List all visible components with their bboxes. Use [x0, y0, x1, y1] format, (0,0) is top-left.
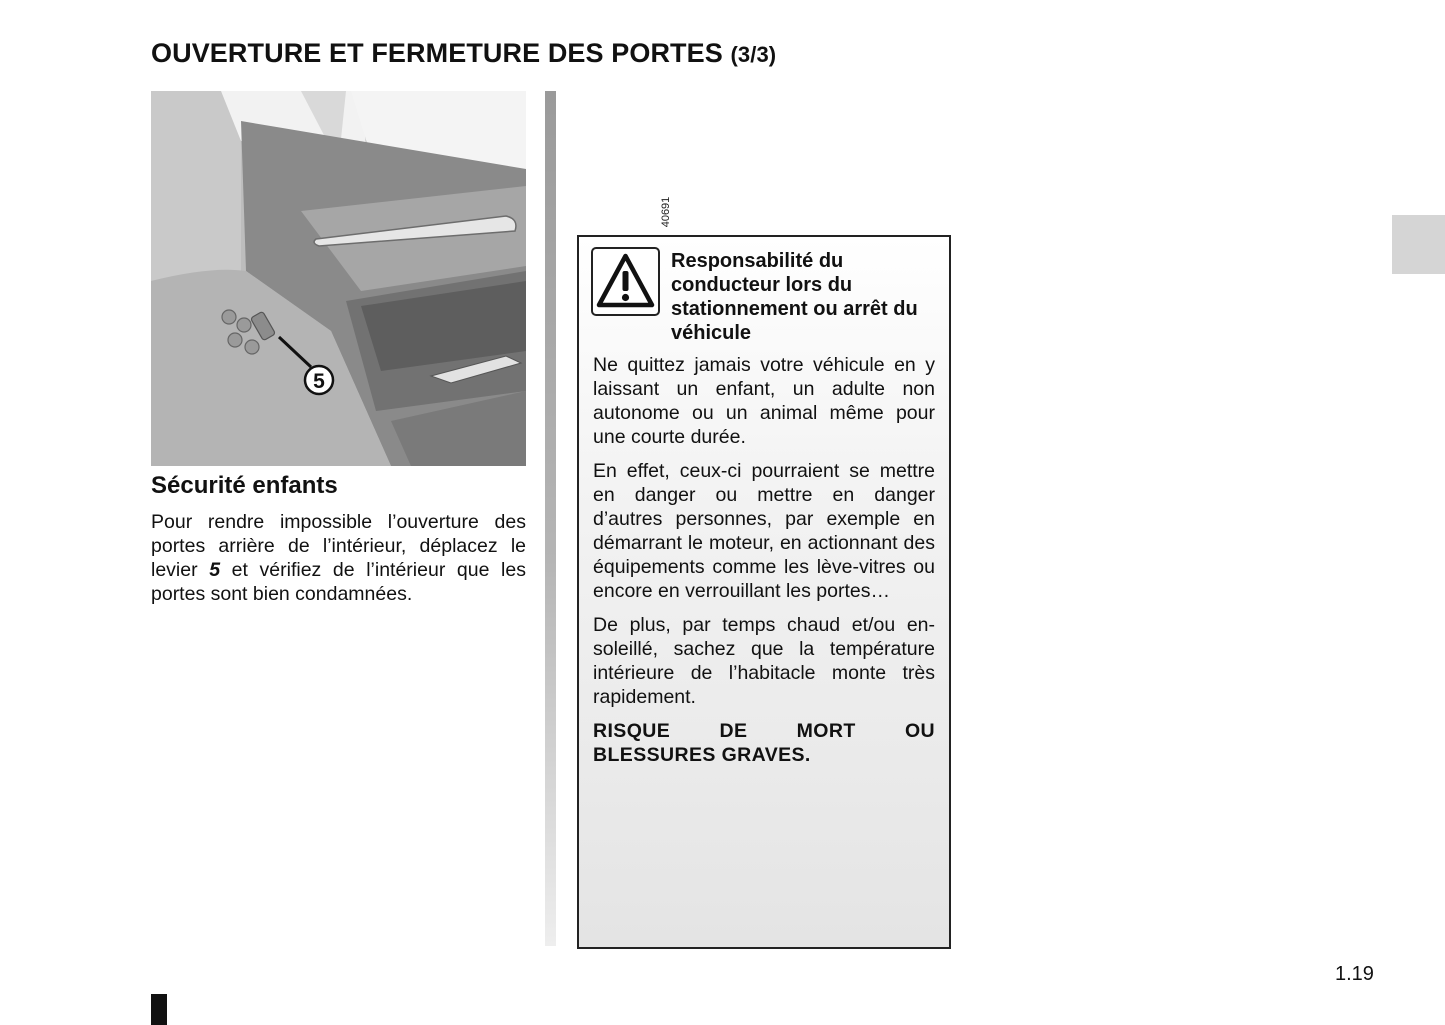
child-safety-text-start: Pour rendre impossible l’ouverture des portes arrière de l’intérieur, déplacez le levier	[151, 511, 526, 581]
warning-triangle-icon	[591, 247, 660, 316]
warning-paragraph: Ne quittez jamais votre véhicule en y laissant un enfant, un adulte non autonome ou un animal même pour une courte durée.	[593, 354, 935, 448]
section-heading: Sécurité enfants	[151, 472, 338, 499]
warning-paragraph: En effet, ceux-ci pourraient se mettre en danger ou mettre en danger d’autres personnes, par exemple en démarrant le moteur, en actionnant des équipements comme les lève-vitres ou encore en verrouillant les portes…	[593, 460, 935, 602]
column-divider	[545, 91, 556, 946]
warning-emphasis-line-2: BLESSURES GRAVES.	[593, 744, 811, 766]
warning-emphasis	[593, 719, 935, 767]
warning-box	[577, 235, 951, 949]
chapter-tab	[1392, 215, 1445, 274]
image-reference-number: 40691	[660, 196, 672, 228]
page-title-text: OUVERTURE ET FERMETURE DES PORTES	[151, 38, 723, 68]
warning-emphasis-line-1: RISQUE DE MORT OU	[593, 720, 935, 742]
image-reference	[656, 189, 676, 235]
door-drawing	[151, 91, 526, 466]
door-illustration	[151, 91, 672, 466]
callout-label: 5	[313, 370, 325, 393]
page-number: 1.19	[1335, 963, 1374, 985]
warning-body	[593, 353, 935, 777]
lever-reference: 5	[209, 559, 221, 581]
warning-paragraph: De plus, par temps chaud et/ou en-soleillé, sachez que la température intérieure de l’habitacle monte très rapidement.	[593, 614, 935, 708]
warning-title: Responsabilité du conducteur lors du stationnement ou arrêt du véhicule	[671, 250, 918, 344]
child-safety-text-end: et vérifiez de l’intérieur que les portes sont bien condamnées.	[151, 559, 526, 605]
page-title	[151, 38, 776, 69]
corner-mark	[151, 994, 167, 1025]
page-title-suffix: (3/3)	[730, 42, 777, 67]
child-safety-text	[151, 510, 526, 606]
